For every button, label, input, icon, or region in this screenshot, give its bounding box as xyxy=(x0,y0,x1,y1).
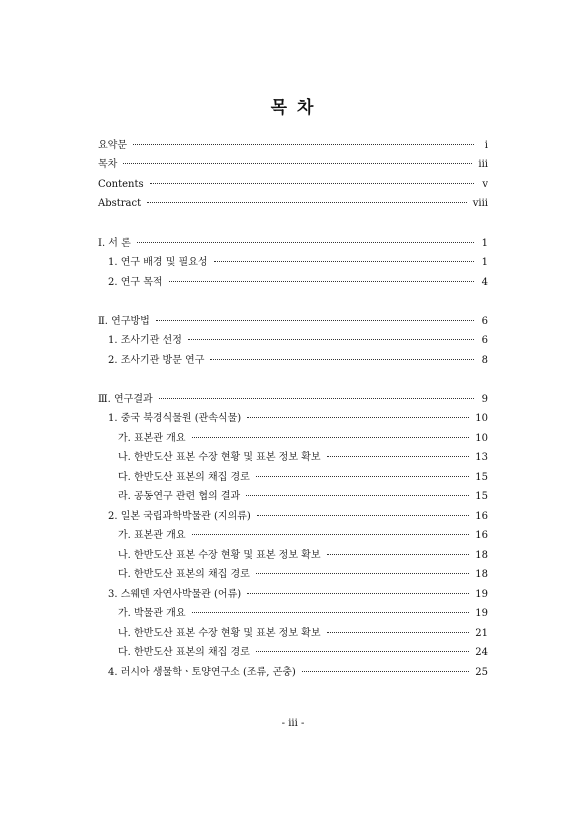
toc-entry xyxy=(98,567,488,583)
toc-entry-label: Contents xyxy=(98,179,144,190)
toc-entry-page: 18 xyxy=(475,550,488,561)
toc-entry xyxy=(98,236,488,252)
toc-leader-dots xyxy=(150,182,474,184)
toc-entry-label: 나. 한반도산 표본 수장 현황 및 표본 정보 확보 xyxy=(118,550,321,561)
toc-leader-dots xyxy=(256,475,469,477)
toc-entry xyxy=(98,411,488,427)
toc-entry-page: 16 xyxy=(475,530,488,541)
toc-leader-dots xyxy=(192,611,470,613)
toc-leader-dots xyxy=(210,358,474,360)
toc-entry-label: 다. 한반도산 표본의 채집 경로 xyxy=(118,472,250,483)
toc-entry xyxy=(98,314,488,330)
toc-entry-page: v xyxy=(482,179,488,190)
toc-entry-label: 다. 한반도산 표본의 채집 경로 xyxy=(118,647,250,658)
toc-entry-page: 10 xyxy=(475,433,488,444)
page-number-footer: - iii - xyxy=(281,718,305,729)
toc-entry xyxy=(98,626,488,642)
toc-entry-label: 4. 러시아 생물학ㆍ토양연구소 (조류, 곤충) xyxy=(108,667,296,678)
toc-entry-page: viii xyxy=(472,198,488,209)
toc-entry-label: 목차 xyxy=(98,159,118,170)
toc-leader-dots xyxy=(156,319,474,321)
toc-entry-page: iii xyxy=(478,159,488,170)
toc-entry xyxy=(98,606,488,622)
toc-leader-dots xyxy=(133,143,474,145)
toc-entry-page: 9 xyxy=(481,394,488,405)
toc-entry-label: 가. 박물관 개요 xyxy=(118,608,186,619)
toc-leader-dots xyxy=(247,416,469,418)
toc-leader-dots xyxy=(192,533,470,535)
toc-entry xyxy=(98,157,488,173)
toc-leader-dots xyxy=(327,553,470,555)
toc-entry-label: 2. 일본 국립과학박물관 (지의류) xyxy=(108,511,251,522)
toc-entry xyxy=(98,255,488,271)
toc-entry xyxy=(98,392,488,408)
toc-entry-page: 25 xyxy=(475,667,488,678)
toc-entry-label: 1. 조사기관 선정 xyxy=(108,335,182,346)
toc-entry xyxy=(98,138,488,154)
toc-entry xyxy=(98,470,488,486)
toc-entry xyxy=(98,450,488,466)
toc-leader-dots xyxy=(137,241,474,243)
toc-leader-dots xyxy=(159,397,474,399)
toc-entry-label: 다. 한반도산 표본의 채집 경로 xyxy=(118,569,250,580)
toc-entry-label: 나. 한반도산 표본 수장 현황 및 표본 정보 확보 xyxy=(118,628,321,639)
toc-leader-dots xyxy=(192,436,470,438)
toc-leader-dots xyxy=(214,260,474,262)
toc-entry-page: 18 xyxy=(475,569,488,580)
toc-leader-dots xyxy=(247,592,469,594)
toc-entry xyxy=(98,489,488,505)
toc-entry-label: 가. 표본관 개요 xyxy=(118,530,186,541)
toc-entry xyxy=(98,177,488,193)
toc-entry-page: 6 xyxy=(481,316,488,327)
toc-leader-dots xyxy=(257,514,469,516)
toc-entry-page: 10 xyxy=(475,413,488,424)
toc-entry-label: 3. 스웨덴 자연사박물관 (어류) xyxy=(108,589,242,600)
toc-entry-page: 24 xyxy=(475,647,488,658)
toc-entry-label: 2. 연구 목적 xyxy=(108,277,163,288)
toc-entry-page: 15 xyxy=(475,491,488,502)
toc-entry-page: 1 xyxy=(481,257,488,268)
toc-leader-dots xyxy=(123,162,472,164)
toc-entry-page: 13 xyxy=(475,452,488,463)
toc-entry xyxy=(98,528,488,544)
toc-entry-label: 2. 조사기관 방문 연구 xyxy=(108,355,205,366)
toc-entry-page: 19 xyxy=(475,608,488,619)
toc-entry-page: 4 xyxy=(481,277,488,288)
toc-entry-page: 1 xyxy=(481,238,488,249)
toc-entry xyxy=(98,275,488,291)
toc-entry-page: 16 xyxy=(475,511,488,522)
toc-entry xyxy=(98,548,488,564)
toc-entry-label: Ⅲ. 연구결과 xyxy=(98,394,153,405)
toc-entry-page: 15 xyxy=(475,472,488,483)
toc-entry-label: 나. 한반도산 표본 수장 현황 및 표본 정보 확보 xyxy=(118,452,321,463)
toc-entry xyxy=(98,587,488,603)
toc-entry xyxy=(98,196,488,212)
toc-leader-dots xyxy=(147,201,467,203)
toc-leader-dots xyxy=(169,280,474,282)
toc-entry-label: Ⅱ. 연구방법 xyxy=(98,316,150,327)
toc-leader-dots xyxy=(302,670,469,672)
toc-entry-page: i xyxy=(484,140,488,151)
toc-entry xyxy=(98,665,488,681)
toc-entry-label: Ⅰ. 서 론 xyxy=(98,238,131,249)
toc-leader-dots xyxy=(256,572,469,574)
toc-entry xyxy=(98,509,488,525)
toc-entry-label: 1. 중국 북경식물원 (관속식물) xyxy=(108,413,242,424)
toc-entry-label: 라. 공동연구 관련 협의 결과 xyxy=(118,491,241,502)
toc-entry xyxy=(98,645,488,661)
toc-leader-dots xyxy=(327,455,470,457)
toc-leader-dots xyxy=(256,650,469,652)
toc-entry-label: Abstract xyxy=(98,198,142,209)
page-title: 목 차 xyxy=(270,98,316,118)
toc-leader-dots xyxy=(188,338,474,340)
toc-entry-label: 요약문 xyxy=(98,140,127,151)
toc-entry-label: 1. 연구 배경 및 필요성 xyxy=(108,257,208,268)
toc-entry xyxy=(98,353,488,369)
toc-entry xyxy=(98,431,488,447)
toc-entry-page: 8 xyxy=(481,355,488,366)
toc-leader-dots xyxy=(327,631,470,633)
toc-entry-label: 가. 표본관 개요 xyxy=(118,433,186,444)
toc-entry-page: 19 xyxy=(475,589,488,600)
toc-entry-page: 21 xyxy=(475,628,488,639)
toc-leader-dots xyxy=(246,494,469,496)
toc-entry xyxy=(98,333,488,349)
toc-entry-page: 6 xyxy=(481,335,488,346)
